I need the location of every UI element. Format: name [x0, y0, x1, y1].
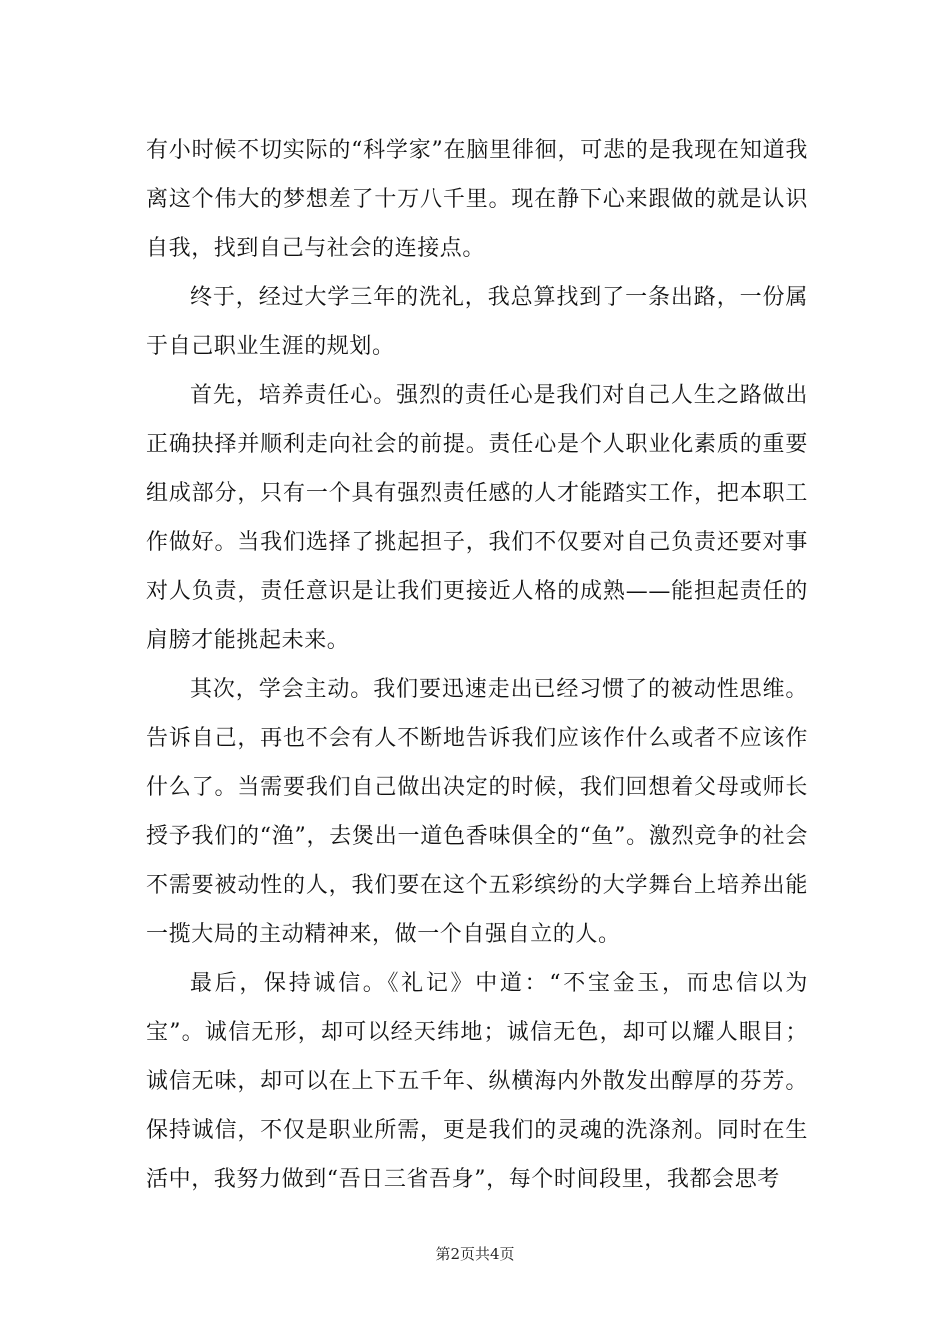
paragraph-responsibility: 首先，培养责任心。强烈的责任心是我们对自己人生之路做出正确抉择并顺利走向社会的前提。责任心是个人职业化素质的重要组成部分，只有一个具有强烈责任感的人才能踏实工作，把本职工作做好。当我们选择了挑起担子，我们不仅要对自己负责还要对事对人负责，责任意识是让我们更接近人格的成熟——能担起责任的肩膀才能挑起未来。: [146, 383, 808, 653]
paragraph-continuation: 有小时候不切实际的“科学家”在脑里徘徊，可悲的是我现在知道我离这个伟大的梦想差了十万八千里。现在静下心来跟做的就是认识自我，找到自己与社会的连接点。: [146, 138, 808, 261]
document-body: [146, 126, 808, 1204]
paragraph-conclusion-intro: 终于，经过大学三年的洗礼，我总算找到了一条出路，一份属于自己职业生涯的规划。: [146, 285, 808, 359]
page-number-footer: 第2页共4页: [435, 1245, 515, 1263]
paragraph-initiative: 其次，学会主动。我们要迅速走出已经习惯了的被动性思维。告诉自己，再也不会有人不断地告诉我们应该作什么或者不应该作什么了。当需要我们自己做出决定的时候，我们回想着父母或师长授予我们的“渔”，去煲出一道色香味俱全的“鱼”。激烈竞争的社会不需要被动性的人，我们要在这个五彩缤纷的大学舞台上培养出能一揽大局的主动精神来，做一个自强自立的人。: [146, 677, 808, 947]
paragraph-integrity: 最后，保持诚信。《礼记》中道：“不宝金玉，而忠信以为宝”。诚信无形，却可以经天纬地；诚信无色，却可以耀人眼目；诚信无味，却可以在上下五千年、纵横海内外散发出醇厚的芬芳。保持诚信，不仅是职业所需，更是我们的灵魂的洗涤剂。同时在生活中，我努力做到“吾日三省吾身”，每个时间段里，我都会思考: [146, 971, 808, 1192]
